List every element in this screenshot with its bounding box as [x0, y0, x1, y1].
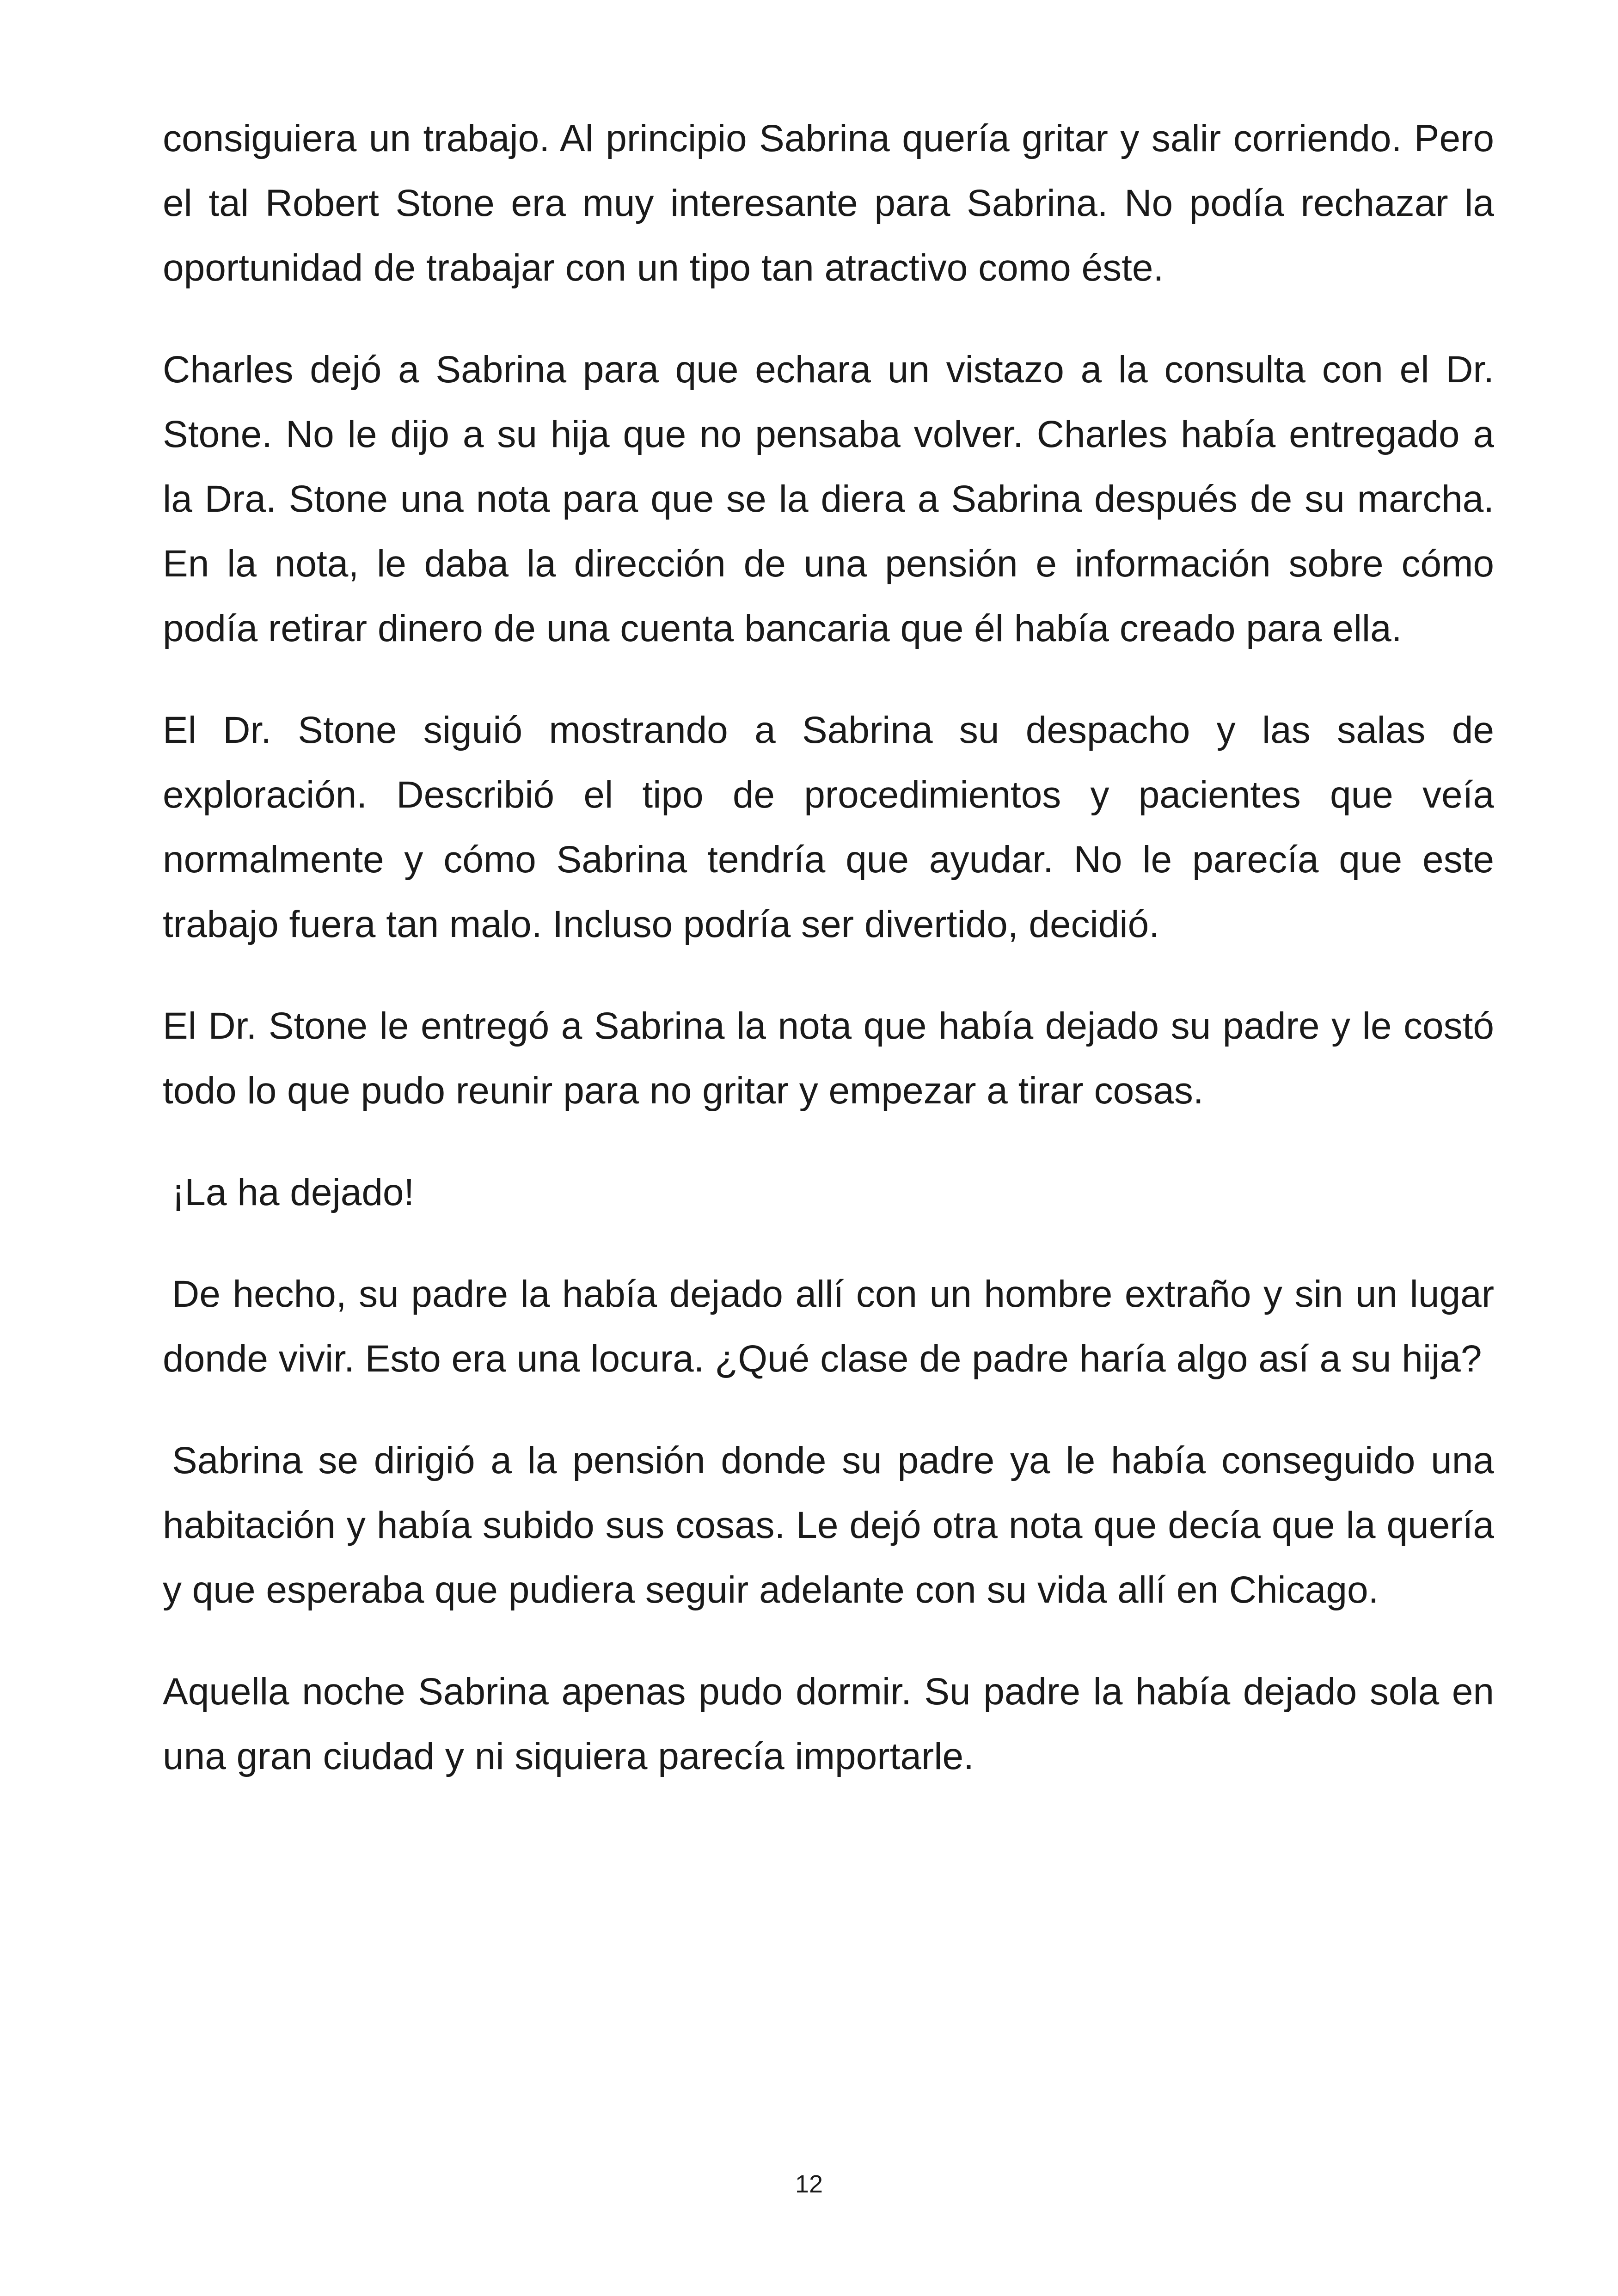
- paragraph-4: El Dr. Stone le entregó a Sabrina la nota que había dejado su padre y le costó todo lo que pudo reunir para no gritar y empezar a tirar cosas.: [163, 1005, 1494, 1112]
- paragraph-5: ¡La ha dejado!: [172, 1171, 415, 1213]
- paragraph-1: consiguiera un trabajo. Al principio Sabrina quería gritar y salir corriendo. Pero el tal Robert Stone era muy interesante para Sabrina. No podía rechazar la oportunidad de trabajar con un tipo tan atractivo como éste.: [163, 117, 1494, 289]
- paragraph-8: Aquella noche Sabrina apenas pudo dormir. Su padre la había dejado sola en una gran ciudad y ni siquiera parecía importarle.: [163, 1671, 1494, 1777]
- paragraph-2: Charles dejó a Sabrina para que echara un vistazo a la consulta con el Dr. Stone. No le dijo a su hija que no pensaba volver. Charles había entregado a la Dra. Stone una nota para que se la diera a Sabrina después de su marcha. En la nota, le daba la dirección de una pensión e información sobre cómo podía retirar dinero de una cuenta bancaria que él había creado para ella.: [163, 349, 1494, 649]
- body-text: [163, 106, 1494, 1826]
- page-number: 12: [795, 2170, 823, 2198]
- paragraph-6: De hecho, su padre la había dejado allí con un hombre extraño y sin un lugar donde vivir. Esto era una locura. ¿Qué clase de padre haría algo así a su hija?: [163, 1273, 1494, 1380]
- paragraph-7: Sabrina se dirigió a la pensión donde su padre ya le había conseguido una habitación y había subido sus cosas. Le dejó otra nota que decía que la quería y que esperaba que pudiera seguir adelante con su vida allí en Chicago.: [163, 1439, 1494, 1611]
- paragraph-3: El Dr. Stone siguió mostrando a Sabrina su despacho y las salas de exploración. Describió el tipo de procedimientos y pacientes que veía normalmente y cómo Sabrina tendría que ayudar. No le parecía que este trabajo fuera tan malo. Incluso podría ser divertido, decidió.: [163, 709, 1494, 945]
